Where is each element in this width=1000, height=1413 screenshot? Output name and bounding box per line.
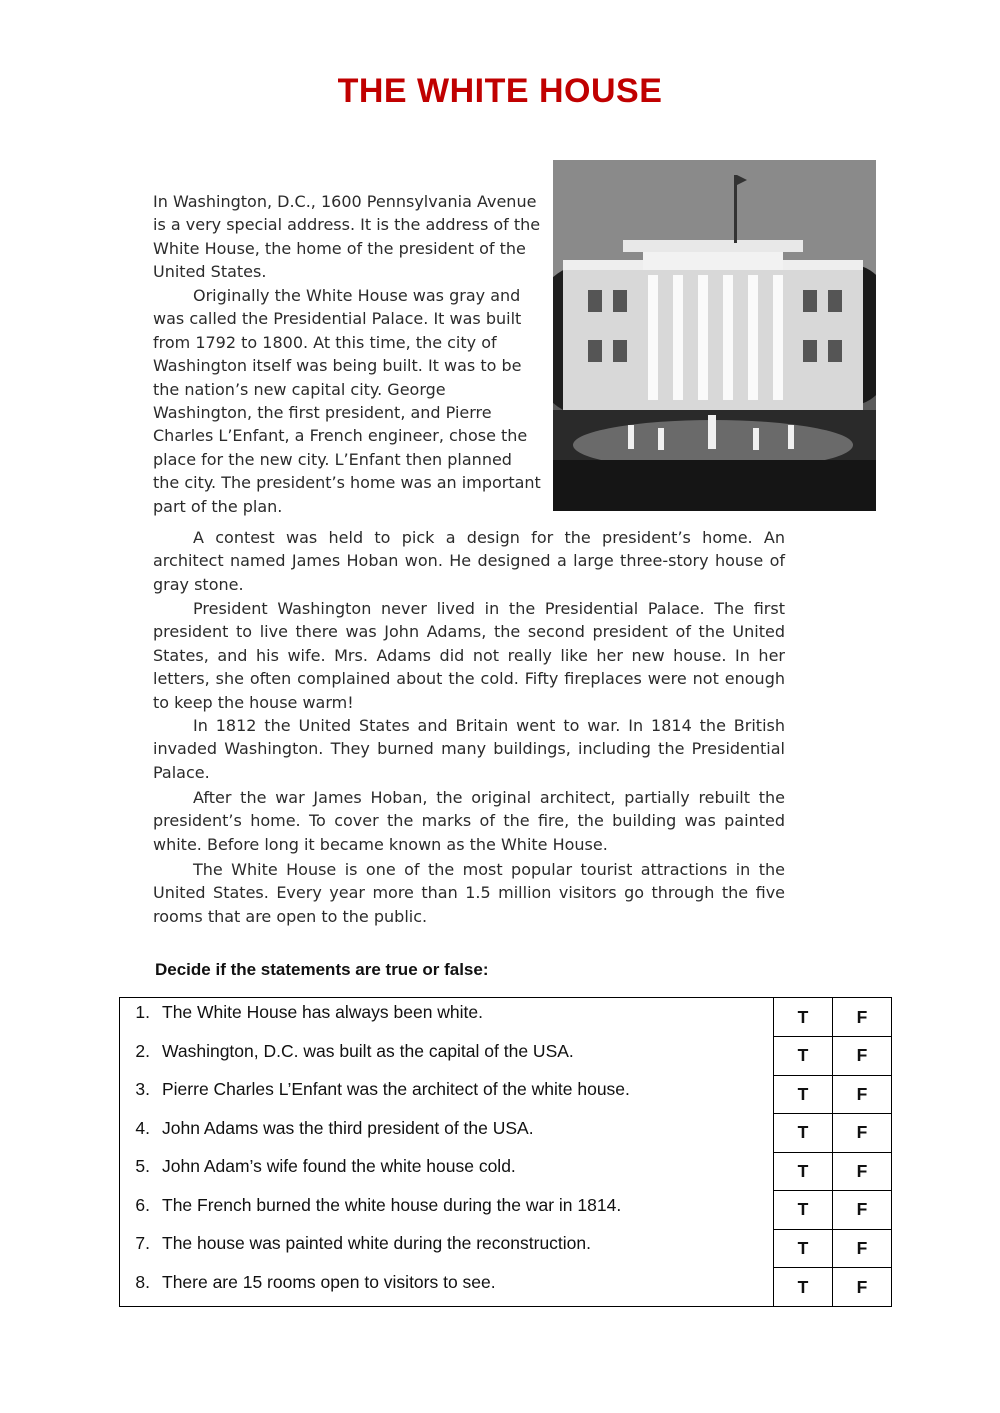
statement-cell — [120, 1075, 774, 1114]
statement-row — [120, 1037, 892, 1076]
statement-row — [120, 1191, 892, 1230]
statement-number: 4. — [135, 1117, 150, 1138]
statement-text: John Adam’s wife found the white house cold. — [162, 1156, 516, 1176]
statement-text: Pierre Charles L’Enfant was the architect of the white house. — [162, 1079, 630, 1099]
true-option[interactable]: T — [774, 1191, 833, 1230]
statement-text: There are 15 rooms open to visitors to see. — [162, 1271, 496, 1292]
false-option[interactable]: F — [833, 1152, 892, 1191]
statement-text: Washington, D.C. was built as the capital of the USA. — [162, 1040, 574, 1061]
statement-cell — [120, 1191, 774, 1230]
paragraph-1: In Washington, D.C., 1600 Pennsylvania Avenue is a very special address. It is the address of the White House, the home of the president of the United States. — [153, 192, 541, 282]
white-house-photo — [553, 160, 876, 511]
white-house-illustration — [553, 160, 876, 511]
false-option[interactable]: F — [833, 1114, 892, 1153]
statement-row — [120, 1152, 892, 1191]
paragraph-3: A contest was held to pick a design for the president’s home. An architect named James Hoban won. He designed a large three-story house of gray stone. — [153, 528, 785, 594]
statement-cell — [120, 1037, 774, 1076]
statement-text: John Adams was the third president of the USA. — [162, 1117, 534, 1138]
statement-number: 6. — [135, 1194, 150, 1215]
false-option[interactable]: F — [833, 1191, 892, 1230]
paragraph-5: In 1812 the United States and Britain went to war. In 1814 the British invaded Washington. They burned many buildings, including the Presidential Palace. — [153, 716, 785, 782]
statement-number: 3. — [135, 1079, 150, 1099]
statement-number: 2. — [135, 1040, 150, 1061]
statement-row — [120, 1229, 892, 1268]
statement-number: 1. — [135, 1002, 150, 1022]
statement-cell — [120, 1229, 774, 1268]
instructions: Decide if the statements are true or false: — [155, 960, 489, 979]
paragraph-2: Originally the White House was gray and was called the Presidential Palace. It was built from 1792 to 1800. At this time, the city of Washington itself was being built. It was to be the nation’s new capital city. George Washington, the first president, and Pierre Charles L’Enfant, a French engineer, chose the place for the new city. L’Enfant then planned the city. The president’s home was an important part of the plan. — [153, 286, 541, 516]
statement-number: 8. — [135, 1271, 150, 1292]
false-option[interactable]: F — [833, 1229, 892, 1268]
page-title: THE WHITE HOUSE — [337, 72, 663, 110]
true-option[interactable]: T — [774, 1229, 833, 1268]
statement-row — [120, 998, 892, 1037]
paragraph-7: The White House is one of the most popular tourist attractions in the United States. Every year more than 1.5 million visitors go through the five rooms that are open to the public. — [153, 860, 785, 926]
statement-text: The house was painted white during the reconstruction. — [162, 1233, 592, 1253]
true-option[interactable]: T — [774, 1268, 833, 1307]
statement-number: 7. — [135, 1233, 150, 1253]
statement-row — [120, 1075, 892, 1114]
paragraph-4: President Washington never lived in the Presidential Palace. The first president to live there was John Adams, the second president of the United States, and his wife. Mrs. Adams did not really like her new house. In her letters, she often complained about the cold. Fifty fireplaces were not enough to keep the house warm! — [153, 599, 785, 712]
statement-row — [120, 1268, 892, 1307]
true-option[interactable]: T — [774, 1075, 833, 1114]
false-option[interactable]: F — [833, 1037, 892, 1076]
false-option[interactable]: F — [833, 998, 892, 1037]
false-option[interactable]: F — [833, 1075, 892, 1114]
true-option[interactable]: T — [774, 1114, 833, 1153]
statement-cell — [120, 1268, 774, 1307]
true-false-table — [119, 997, 892, 1307]
statement-number: 5. — [135, 1156, 150, 1176]
statement-cell — [120, 1152, 774, 1191]
statement-cell — [120, 1114, 774, 1153]
false-option[interactable]: F — [833, 1268, 892, 1307]
statement-cell — [120, 998, 774, 1037]
true-option[interactable]: T — [774, 998, 833, 1037]
statement-text: The French burned the white house during the war in 1814. — [162, 1194, 622, 1215]
true-option[interactable]: T — [774, 1152, 833, 1191]
statement-text: The White House has always been white. — [162, 1002, 483, 1022]
paragraph-6: After the war James Hoban, the original architect, partially rebuilt the president’s home. To cover the marks of the fire, the building was painted white. Before long it became known as the White House. — [153, 788, 785, 854]
statement-row — [120, 1114, 892, 1153]
true-option[interactable]: T — [774, 1037, 833, 1076]
